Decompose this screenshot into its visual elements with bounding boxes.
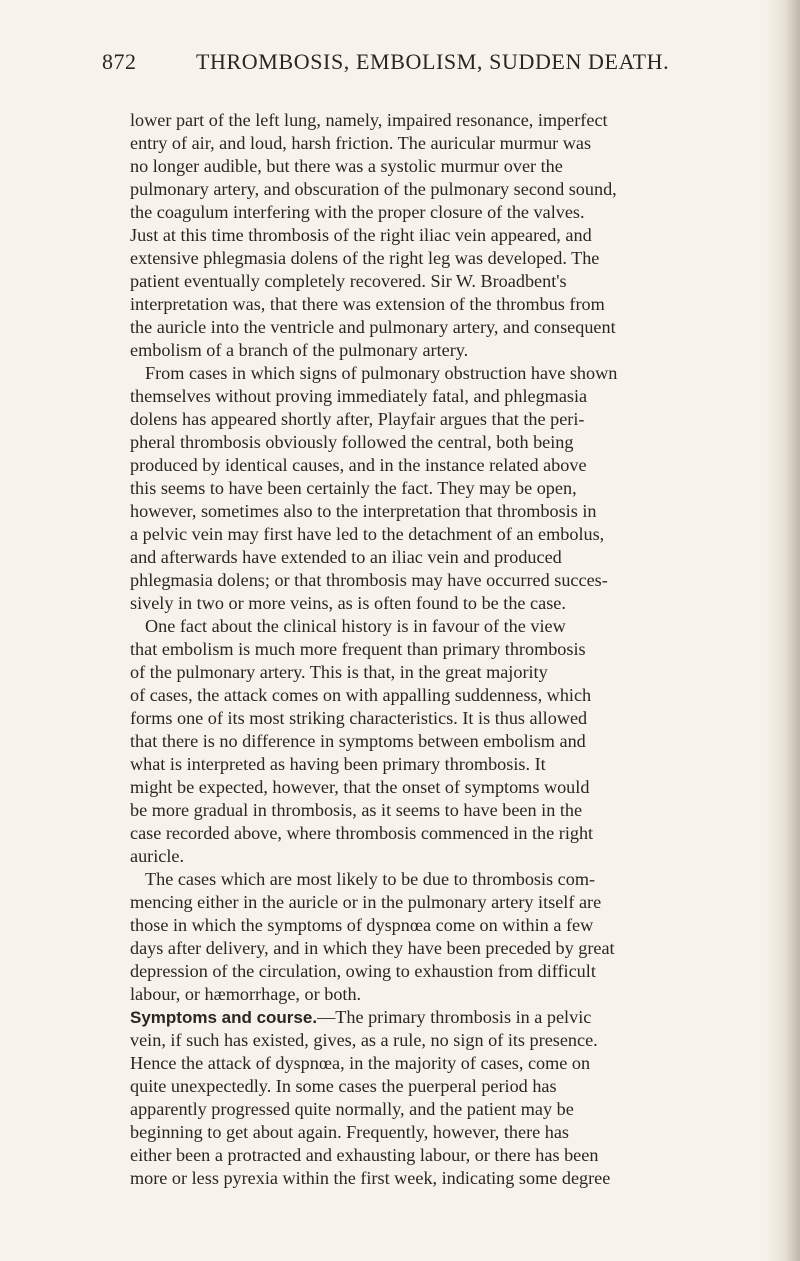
page-header bbox=[102, 49, 722, 83]
text-line: phlegmasia dolens; or that thrombosis may have occurred succes- bbox=[130, 570, 608, 590]
text-line: of the pulmonary artery. This is that, in the great majority bbox=[130, 662, 548, 682]
text-line: patient eventually completely recovered. Sir W. Broadbent's bbox=[130, 271, 567, 291]
text-line: depression of the circulation, owing to exhaustion from difficult bbox=[130, 961, 596, 981]
running-head: THROMBOSIS, EMBOLISM, SUDDEN DEATH. bbox=[196, 49, 670, 74]
text-line: that embolism is much more frequent than primary thrombosis bbox=[130, 639, 586, 659]
text-line: be more gradual in thrombosis, as it seems to have been in the bbox=[130, 800, 583, 820]
text-line: dolens has appeared shortly after, Playfair argues that the peri- bbox=[130, 409, 585, 429]
text-line: embolism of a branch of the pulmonary artery. bbox=[130, 340, 469, 360]
text-line: Just at this time thrombosis of the right iliac vein appeared, and bbox=[130, 225, 592, 245]
text-line: the coagulum interfering with the proper closure of the valves. bbox=[130, 202, 585, 222]
body-text bbox=[130, 109, 768, 1190]
section-heading-line bbox=[130, 1006, 768, 1029]
text-line: From cases in which signs of pulmonary obstruction have shown bbox=[145, 363, 618, 383]
text-line: The cases which are most likely to be due to thrombosis com- bbox=[145, 869, 596, 889]
text-line: extensive phlegmasia dolens of the right leg was developed. The bbox=[130, 248, 600, 268]
text-line: days after delivery, and in which they have been preceded by great bbox=[130, 938, 615, 958]
text-line: One fact about the clinical history is in favour of the view bbox=[145, 616, 566, 636]
text-line: and afterwards have extended to an iliac vein and produced bbox=[130, 547, 562, 567]
text-line: pulmonary artery, and obscuration of the pulmonary second sound, bbox=[130, 179, 617, 199]
text-line: Hence the attack of dyspnœa, in the majority of cases, come on bbox=[130, 1053, 591, 1073]
text-line: pheral thrombosis obviously followed the central, both being bbox=[130, 432, 574, 452]
text-line: a pelvic vein may first have led to the detachment of an embolus, bbox=[130, 524, 605, 544]
text-line: sively in two or more veins, as is often found to be the case. bbox=[130, 593, 566, 613]
text-line: might be expected, however, that the onset of symptoms would bbox=[130, 777, 590, 797]
page-number: 872 bbox=[102, 49, 137, 74]
text-line: beginning to get about again. Frequently, however, there has bbox=[130, 1122, 570, 1142]
text-line: entry of air, and loud, harsh friction. The auricular murmur was bbox=[130, 133, 592, 153]
text-line: no longer audible, but there was a systolic murmur over the bbox=[130, 156, 563, 176]
text-line: interpretation was, that there was extension of the thrombus from bbox=[130, 294, 605, 314]
text-line: either been a protracted and exhausting labour, or there has been bbox=[130, 1145, 599, 1165]
text-line: of cases, the attack comes on with appalling suddenness, which bbox=[130, 685, 592, 705]
section-heading-rest: —The primary thrombosis in a pelvic bbox=[317, 1007, 592, 1027]
text-line: however, sometimes also to the interpretation that thrombosis in bbox=[130, 501, 597, 521]
text-line: produced by identical causes, and in the instance related above bbox=[130, 455, 587, 475]
text-line: that there is no difference in symptoms between embolism and bbox=[130, 731, 586, 751]
text-line: what is interpreted as having been primary thrombosis. It bbox=[130, 754, 546, 774]
text-line: those in which the symptoms of dyspnœa come on within a few bbox=[130, 915, 594, 935]
text-line: apparently progressed quite normally, and the patient may be bbox=[130, 1099, 574, 1119]
text-line: mencing either in the auricle or in the pulmonary artery itself are bbox=[130, 892, 602, 912]
text-line: lower part of the left lung, namely, impaired resonance, imperfect bbox=[130, 110, 608, 130]
text-line: quite unexpectedly. In some cases the puerperal period has bbox=[130, 1076, 557, 1096]
text-line: labour, or hæmorrhage, or both. bbox=[130, 984, 362, 1004]
text-line: more or less pyrexia within the first week, indicating some degree bbox=[130, 1168, 611, 1188]
text-line: forms one of its most striking characteristics. It is thus allowed bbox=[130, 708, 588, 728]
text-line: case recorded above, where thrombosis commenced in the right bbox=[130, 823, 594, 843]
text-line: auricle. bbox=[130, 846, 185, 866]
text-line: this seems to have been certainly the fact. They may be open, bbox=[130, 478, 577, 498]
text-line: themselves without proving immediately fatal, and phlegmasia bbox=[130, 386, 588, 406]
text-line: vein, if such has existed, gives, as a rule, no sign of its presence. bbox=[130, 1030, 598, 1050]
section-heading: Symptoms and course. bbox=[130, 1008, 318, 1027]
text-line: the auricle into the ventricle and pulmonary artery, and consequent bbox=[130, 317, 616, 337]
page-edge-shadow bbox=[766, 0, 800, 1261]
